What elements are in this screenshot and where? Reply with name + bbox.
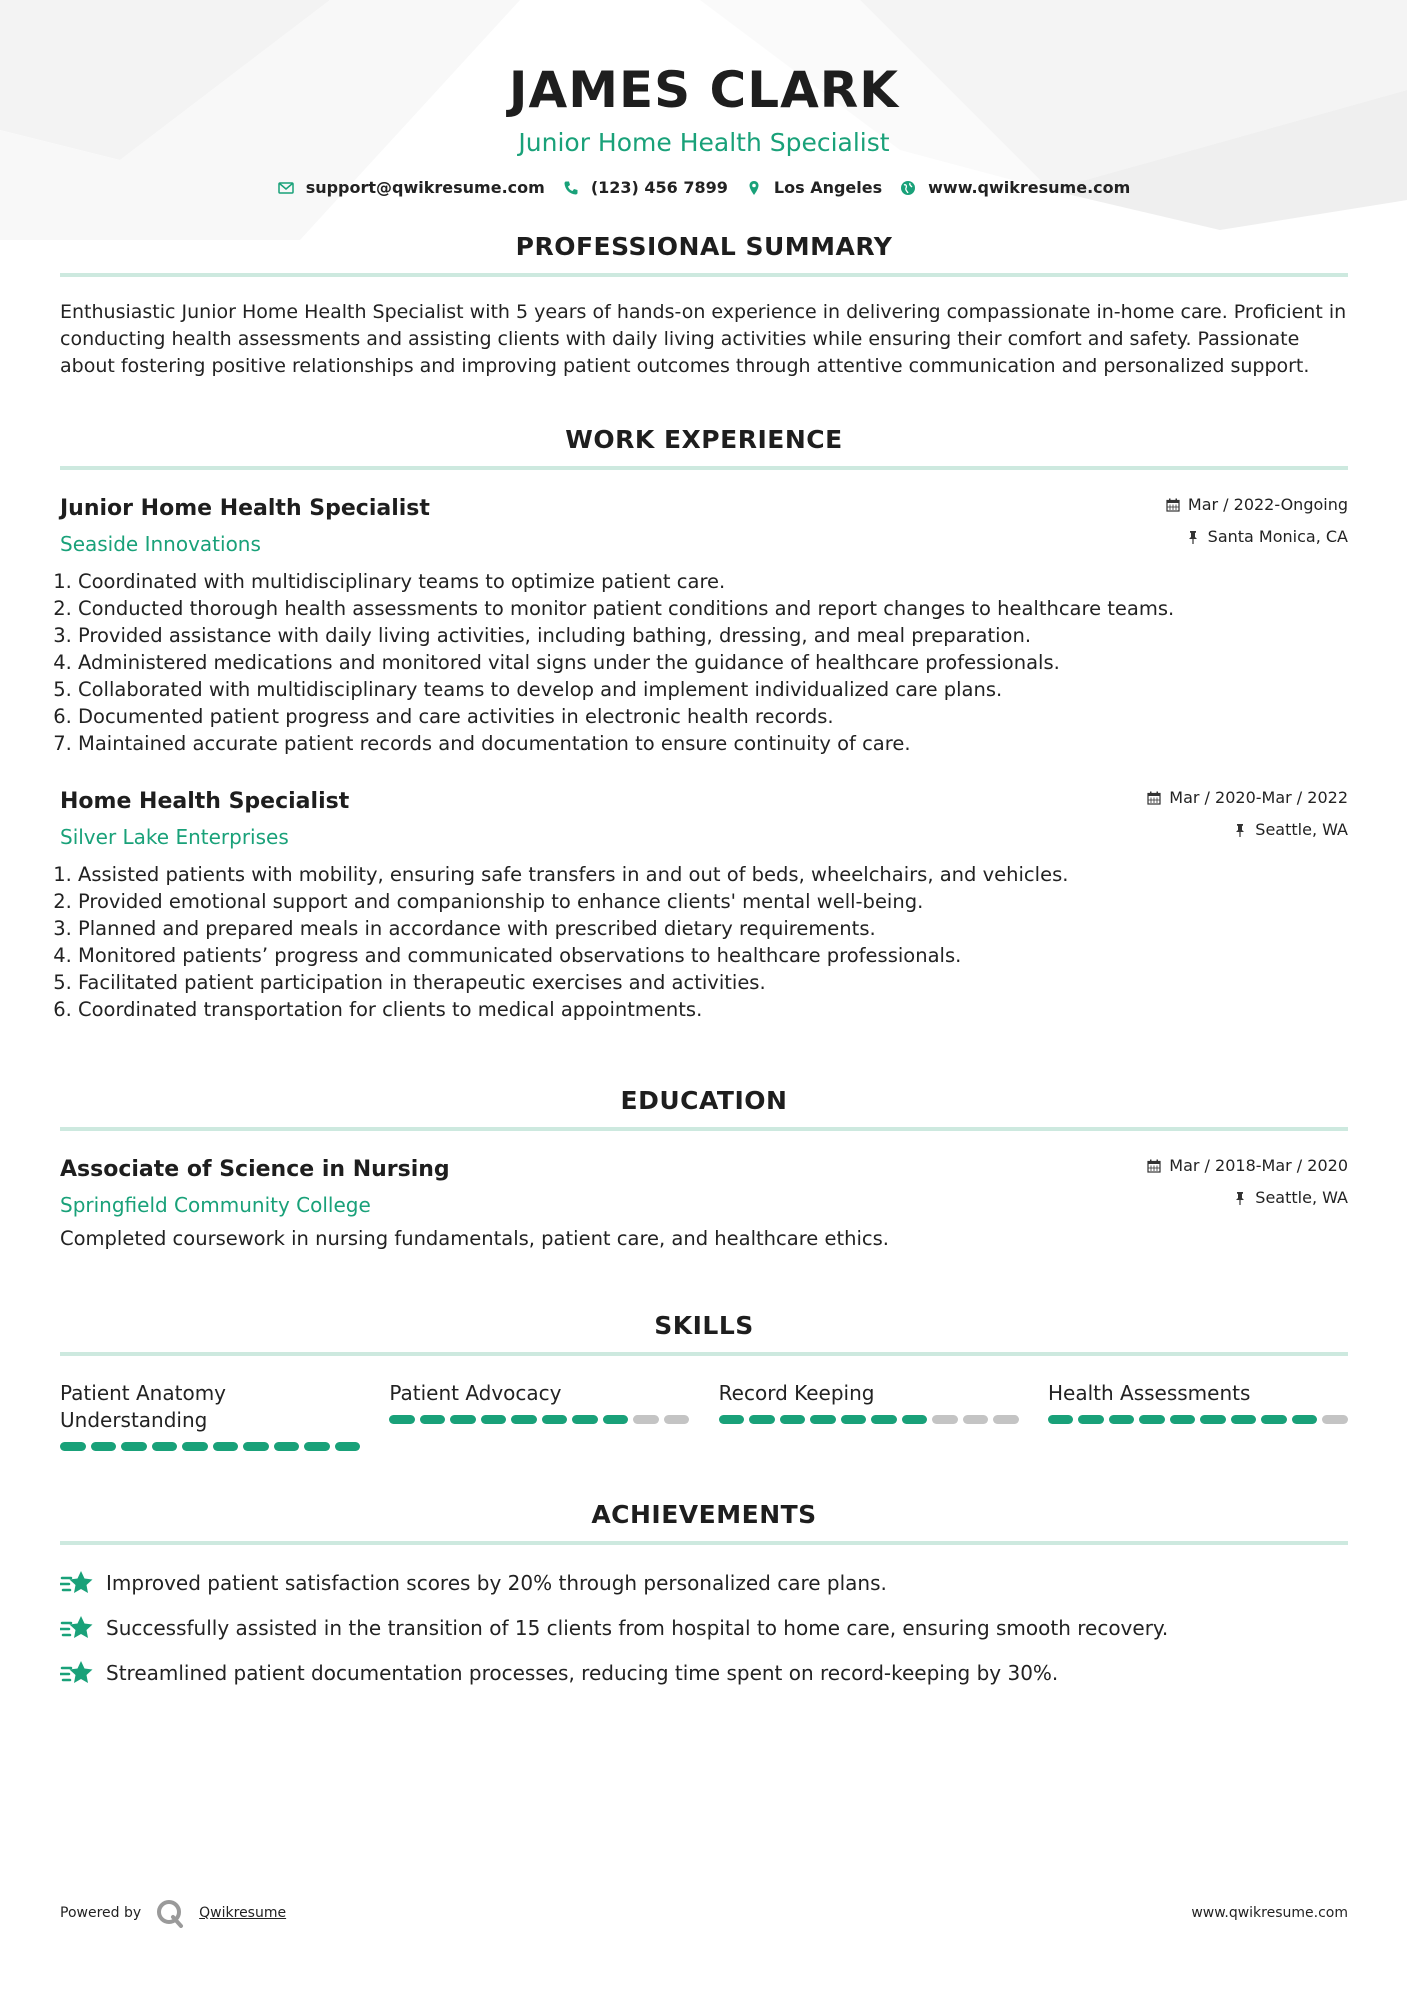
section-divider xyxy=(60,466,1348,470)
list-item: 3. Provided assistance with daily living activities, including bathing, dressing, and meal preparation. xyxy=(78,622,1348,649)
skill-segment-filled xyxy=(511,1415,537,1424)
skill-segment-filled xyxy=(1139,1415,1165,1424)
calendar-icon xyxy=(1166,498,1180,512)
education-heading: EDUCATION xyxy=(620,1086,788,1115)
section-divider xyxy=(60,1352,1348,1356)
list-item: 1. Coordinated with multidisciplinary teams to optimize patient care. xyxy=(78,568,1348,595)
education-description: Completed coursework in nursing fundamentals, patient care, and healthcare ethics. xyxy=(60,1227,889,1250)
skills-section xyxy=(60,1310,1348,1451)
list-item: 3. Planned and prepared meals in accordance with prescribed dietary requirements. xyxy=(78,915,1348,942)
resume-header xyxy=(60,0,1348,197)
job-company: Silver Lake Enterprises xyxy=(60,825,289,849)
skill-segment-empty xyxy=(664,1415,690,1424)
contact-phone-text: (123) 456 7899 xyxy=(590,178,728,197)
achievement-text: Streamlined patient documentation processes, reducing time spent on record-keeping by 30%. xyxy=(106,1661,1059,1685)
list-item: 4. Administered medications and monitored vital signs under the guidance of healthcare professionals. xyxy=(78,649,1348,676)
pushpin-icon xyxy=(1233,823,1247,837)
job-title: Junior Home Health Specialist xyxy=(60,496,430,521)
summary-text: Enthusiastic Junior Home Health Specialist with 5 years of hands-on experience in delivering compassionate in-home care. Proficient in conducting health assessments and assisting clients with daily living activities while ensuring their comfort and safety. Passionate about fostering positive relationships and improving patient outcomes through attentive communication and personalized support. xyxy=(60,301,1347,377)
qwikresume-logo-icon xyxy=(155,1898,185,1928)
qwikresume-link[interactable]: Qwikresume xyxy=(199,1905,287,1921)
job-entry xyxy=(60,787,1348,1023)
skill-segment-filled xyxy=(450,1415,476,1424)
skill-rating-bar xyxy=(1048,1415,1348,1424)
list-item: 6. Documented patient progress and care activities in electronic health records. xyxy=(78,703,1348,730)
section-divider xyxy=(60,1127,1348,1131)
powered-by xyxy=(60,1898,286,1928)
list-item: 6. Coordinated transportation for clients to medical appointments. xyxy=(78,996,1348,1023)
skill-segment-filled xyxy=(1231,1415,1257,1424)
pushpin-icon xyxy=(1233,1191,1247,1205)
section-divider xyxy=(60,1541,1348,1545)
skill-segment-filled xyxy=(780,1415,806,1424)
contact-website-text: www.qwikresume.com xyxy=(928,178,1131,197)
job-meta xyxy=(1166,494,1348,548)
skill-segment-filled xyxy=(121,1442,147,1451)
experience-section xyxy=(60,424,1348,1023)
list-item: 5. Collaborated with multidisciplinary teams to develop and implement individualized care plans. xyxy=(78,676,1348,703)
skill-segment-filled xyxy=(152,1442,178,1451)
skill-segment-filled xyxy=(335,1442,361,1451)
job-duties xyxy=(60,568,1348,757)
contact-email[interactable] xyxy=(278,178,545,197)
skill-segment-filled xyxy=(243,1442,269,1451)
education-section xyxy=(60,1085,1348,1252)
education-location: Seattle, WA xyxy=(1255,1188,1348,1207)
education-entry xyxy=(60,1155,1348,1252)
section-divider xyxy=(60,273,1348,277)
skill-segment-filled xyxy=(1078,1415,1104,1424)
resume-page xyxy=(60,0,1348,1704)
candidate-title: Junior Home Health Specialist xyxy=(518,128,890,157)
contact-email-text: support@qwikresume.com xyxy=(305,178,545,197)
school-name: Springfield Community College xyxy=(60,1193,371,1217)
skills-heading: SKILLS xyxy=(654,1311,754,1340)
skill-segment-filled xyxy=(749,1415,775,1424)
list-item: 7. Maintained accurate patient records and documentation to ensure continuity of care. xyxy=(78,730,1348,757)
list-item: 2. Conducted thorough health assessments to monitor patient conditions and report changes to healthcare teams. xyxy=(78,595,1348,622)
skill-segment-empty xyxy=(1322,1415,1348,1424)
contact-location-text: Los Angeles xyxy=(773,178,883,197)
footer-website[interactable]: www.qwikresume.com xyxy=(1191,1905,1348,1921)
skill-segment-empty xyxy=(932,1415,958,1424)
map-marker-icon xyxy=(746,180,762,196)
contact-location xyxy=(746,178,882,197)
skill-segment-filled xyxy=(213,1442,239,1451)
skill-item xyxy=(389,1380,689,1451)
skill-rating-bar xyxy=(389,1415,689,1424)
education-meta xyxy=(1147,1155,1348,1209)
job-location: Santa Monica, CA xyxy=(1207,527,1348,546)
skill-rating-bar xyxy=(60,1442,360,1451)
job-entry xyxy=(60,494,1348,757)
skill-segment-filled xyxy=(420,1415,446,1424)
shooting-star-icon xyxy=(60,1659,94,1687)
skill-segment-filled xyxy=(1200,1415,1226,1424)
skill-name: Health Assessments xyxy=(1047,1381,1251,1405)
achievement-item xyxy=(60,1614,1348,1642)
achievements-list xyxy=(60,1569,1348,1687)
skill-item xyxy=(719,1380,1019,1451)
skill-segment-filled xyxy=(60,1442,86,1451)
job-location: Seattle, WA xyxy=(1255,820,1348,839)
degree-title: Associate of Science in Nursing xyxy=(60,1157,450,1182)
achievements-section xyxy=(60,1499,1348,1687)
skill-segment-filled xyxy=(389,1415,415,1424)
job-title: Home Health Specialist xyxy=(60,789,350,814)
achievement-item xyxy=(60,1569,1348,1597)
skill-segment-filled xyxy=(542,1415,568,1424)
shooting-star-icon xyxy=(60,1614,94,1642)
contact-phone[interactable] xyxy=(563,178,728,197)
skill-segment-filled xyxy=(810,1415,836,1424)
envelope-icon xyxy=(278,180,294,196)
skill-name: Patient Anatomy Understanding xyxy=(60,1381,227,1432)
job-meta xyxy=(1147,787,1348,841)
job-company: Seaside Innovations xyxy=(60,532,261,556)
skill-segment-filled xyxy=(719,1415,745,1424)
skill-item xyxy=(60,1380,360,1451)
skill-rating-bar xyxy=(719,1415,1019,1424)
list-item: 1. Assisted patients with mobility, ensuring safe transfers in and out of beds, wheelchairs, and vehicles. xyxy=(78,861,1348,888)
globe-icon xyxy=(900,180,916,196)
skill-segment-filled xyxy=(304,1442,330,1451)
calendar-icon xyxy=(1147,1159,1161,1173)
job-dates: Mar / 2020-Mar / 2022 xyxy=(1169,788,1348,807)
achievement-text: Successfully assisted in the transition of 15 clients from hospital to home care, ensuring smooth recovery. xyxy=(106,1616,1169,1640)
skills-list xyxy=(60,1380,1348,1451)
candidate-name: JAMES CLARK xyxy=(508,61,900,119)
skill-segment-empty xyxy=(633,1415,659,1424)
skill-segment-filled xyxy=(1170,1415,1196,1424)
skill-segment-empty xyxy=(963,1415,989,1424)
list-item: 4. Monitored patients’ progress and communicated observations to healthcare professionals. xyxy=(78,942,1348,969)
achievement-item xyxy=(60,1659,1348,1687)
list-item: 2. Provided emotional support and companionship to enhance clients' mental well-being. xyxy=(78,888,1348,915)
summary-heading: PROFESSIONAL SUMMARY xyxy=(515,232,893,261)
education-dates: Mar / 2018-Mar / 2020 xyxy=(1169,1156,1348,1175)
skill-item xyxy=(1048,1380,1348,1451)
shooting-star-icon xyxy=(60,1569,94,1597)
skill-segment-filled xyxy=(182,1442,208,1451)
contact-website[interactable] xyxy=(900,178,1130,197)
skill-segment-filled xyxy=(603,1415,629,1424)
skill-segment-filled xyxy=(1109,1415,1135,1424)
skill-segment-filled xyxy=(841,1415,867,1424)
skill-segment-filled xyxy=(1292,1415,1318,1424)
skill-segment-filled xyxy=(572,1415,598,1424)
experience-heading: WORK EXPERIENCE xyxy=(565,425,843,454)
page-footer xyxy=(60,1898,1348,1928)
contact-bar xyxy=(60,178,1348,197)
skill-name: Record Keeping xyxy=(718,1381,875,1405)
achievements-heading: ACHIEVEMENTS xyxy=(591,1500,817,1529)
skill-segment-filled xyxy=(902,1415,928,1424)
skill-segment-filled xyxy=(274,1442,300,1451)
phone-icon xyxy=(563,180,579,196)
powered-by-label: Powered by xyxy=(60,1905,142,1921)
skill-segment-filled xyxy=(1048,1415,1074,1424)
summary-section xyxy=(60,231,1348,380)
achievement-text: Improved patient satisfaction scores by 20% through personalized care plans. xyxy=(106,1571,887,1595)
list-item: 5. Facilitated patient participation in therapeutic exercises and activities. xyxy=(78,969,1348,996)
skill-segment-filled xyxy=(871,1415,897,1424)
calendar-icon xyxy=(1147,791,1161,805)
skill-name: Patient Advocacy xyxy=(389,1381,562,1405)
job-duties xyxy=(60,861,1348,1023)
skill-segment-filled xyxy=(1261,1415,1287,1424)
job-dates: Mar / 2022-Ongoing xyxy=(1187,495,1348,514)
skill-segment-empty xyxy=(993,1415,1019,1424)
skill-segment-filled xyxy=(481,1415,507,1424)
pushpin-icon xyxy=(1186,530,1200,544)
skill-segment-filled xyxy=(91,1442,117,1451)
